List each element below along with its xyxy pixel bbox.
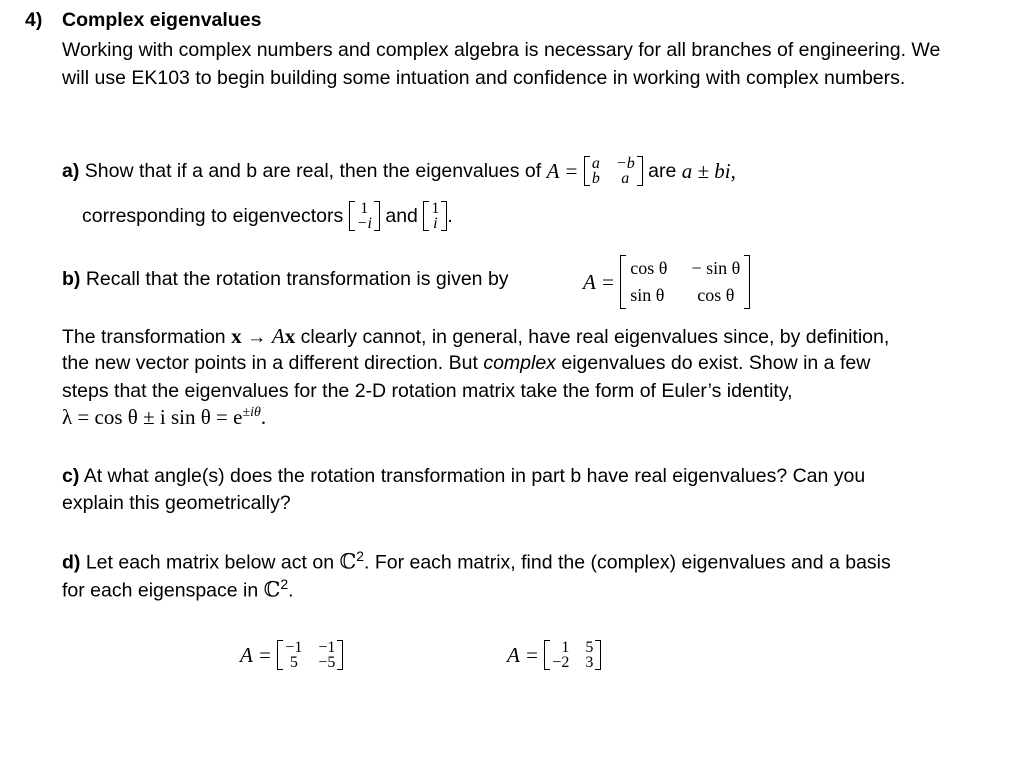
- part-b-para-line2: [62, 352, 870, 375]
- part-a-eigvec-text: corresponding to eigenvectors: [82, 204, 344, 227]
- para-text: The transformation: [62, 326, 226, 348]
- part-a-result: a ± bi,: [681, 158, 736, 183]
- part-b-para-line1: [62, 324, 889, 349]
- part-d-text: for each eigenspace in: [62, 579, 259, 602]
- matrix-cell: −2: [552, 654, 570, 671]
- x-vector: x: [231, 324, 242, 348]
- period: .: [288, 579, 294, 602]
- part-a-label: a): [62, 159, 80, 182]
- part-a-line1: [62, 150, 736, 192]
- part-d-line2: [62, 576, 294, 603]
- part-a-line2: [82, 195, 453, 237]
- matrix-d1-lhs: A =: [240, 642, 272, 667]
- matrix-d1-block: [240, 632, 343, 678]
- period: .: [260, 405, 267, 429]
- euler-identity: [62, 405, 266, 430]
- problem-title: Complex eigenvalues: [62, 9, 262, 31]
- part-b-label: b): [62, 268, 81, 290]
- matrix-cell: a: [621, 170, 630, 187]
- vector-cell: −i: [356, 215, 372, 232]
- matrix-cell: 3: [585, 654, 594, 671]
- part-c-line2: explain this geometrically?: [62, 492, 291, 514]
- para-text: clearly cannot, in general, have real eigenvalues since, by definition,: [300, 326, 890, 348]
- matrix-d1: [277, 640, 343, 670]
- matrix-cell: cos θ: [697, 285, 735, 305]
- part-b-text: Recall that the rotation transformation is given by: [85, 268, 509, 290]
- superscript: 2: [356, 548, 364, 564]
- part-c-line1: [62, 465, 865, 488]
- para-text: eigenvalues do exist. Show in a few: [561, 352, 871, 374]
- vector-cell: 1: [360, 199, 369, 217]
- part-d-text: Let each matrix below act on: [85, 551, 335, 574]
- matrix-cell: −1: [285, 638, 303, 656]
- arrow: →: [247, 326, 267, 348]
- eigenvector-1: [349, 201, 380, 231]
- matrix-cell: b: [591, 170, 600, 187]
- part-d-label: d): [62, 551, 81, 574]
- and-text: and: [385, 204, 418, 227]
- matrix-cell: 1: [561, 638, 570, 656]
- part-c-text: At what angle(s) does the rotation transformation in part b have real eigenvalues? Can you: [83, 465, 866, 487]
- matrix-d2: [544, 640, 601, 670]
- complex-C-symbol: ℂ: [339, 549, 357, 574]
- eigenvector-2: [423, 201, 447, 231]
- matrix-cell: 5: [585, 638, 594, 656]
- intro-paragraph: Working with complex numbers and complex algebra is necessary for all branches of engineering. We will use EK103 to begin building some intuation and confidence in working with complex numbers.: [62, 39, 941, 89]
- rotation-matrix: [620, 255, 750, 309]
- period: .: [447, 204, 453, 227]
- part-b-matrix-lhs: A =: [583, 269, 615, 294]
- complex-emphasis: complex: [483, 352, 556, 374]
- matrix-cell: − sin θ: [691, 258, 741, 278]
- part-d-text: . For each matrix, find the (complex) eigenvalues and a basis: [363, 551, 891, 574]
- matrix-d2-block: [507, 632, 601, 678]
- part-c-label: c): [62, 465, 80, 487]
- part-b-line1: [62, 268, 509, 291]
- part-b-para-line3: steps that the eigenvalues for the 2-D rotation matrix take the form of Euler’s identity,: [62, 380, 793, 402]
- euler-formula: λ = cos θ ± i sin θ = e: [62, 405, 243, 429]
- superscript: 2: [280, 576, 289, 592]
- vector-cell: i: [433, 215, 438, 232]
- matrix-cell: sin θ: [630, 285, 665, 305]
- part-a-text: Show that if a and b are real, then the eigenvalues of: [84, 159, 542, 182]
- A-symbol: A: [271, 324, 285, 348]
- problem-number: 4): [25, 9, 43, 31]
- rotation-matrix-block: [583, 252, 750, 312]
- matrix-cell: cos θ: [630, 258, 668, 278]
- x-vector: x: [284, 324, 296, 348]
- matrix-cell: −b: [615, 154, 635, 172]
- matrix-d2-lhs: A =: [507, 642, 539, 667]
- part-a-are: are: [648, 159, 677, 182]
- matrix-cell: 5: [289, 654, 298, 671]
- matrix-cell: a: [591, 154, 600, 172]
- matrix-cell: −5: [318, 654, 336, 671]
- vector-cell: 1: [431, 199, 440, 217]
- matrix-cell: −1: [318, 638, 336, 656]
- part-a-matrix: [584, 156, 643, 186]
- euler-exponent: ±iθ: [242, 405, 261, 420]
- complex-C-symbol: ℂ: [263, 577, 281, 602]
- part-d-line1: [62, 548, 891, 575]
- part-a-matrix-lhs: A =: [546, 158, 579, 183]
- para-text: the new vector points in a different direction. But: [62, 352, 478, 374]
